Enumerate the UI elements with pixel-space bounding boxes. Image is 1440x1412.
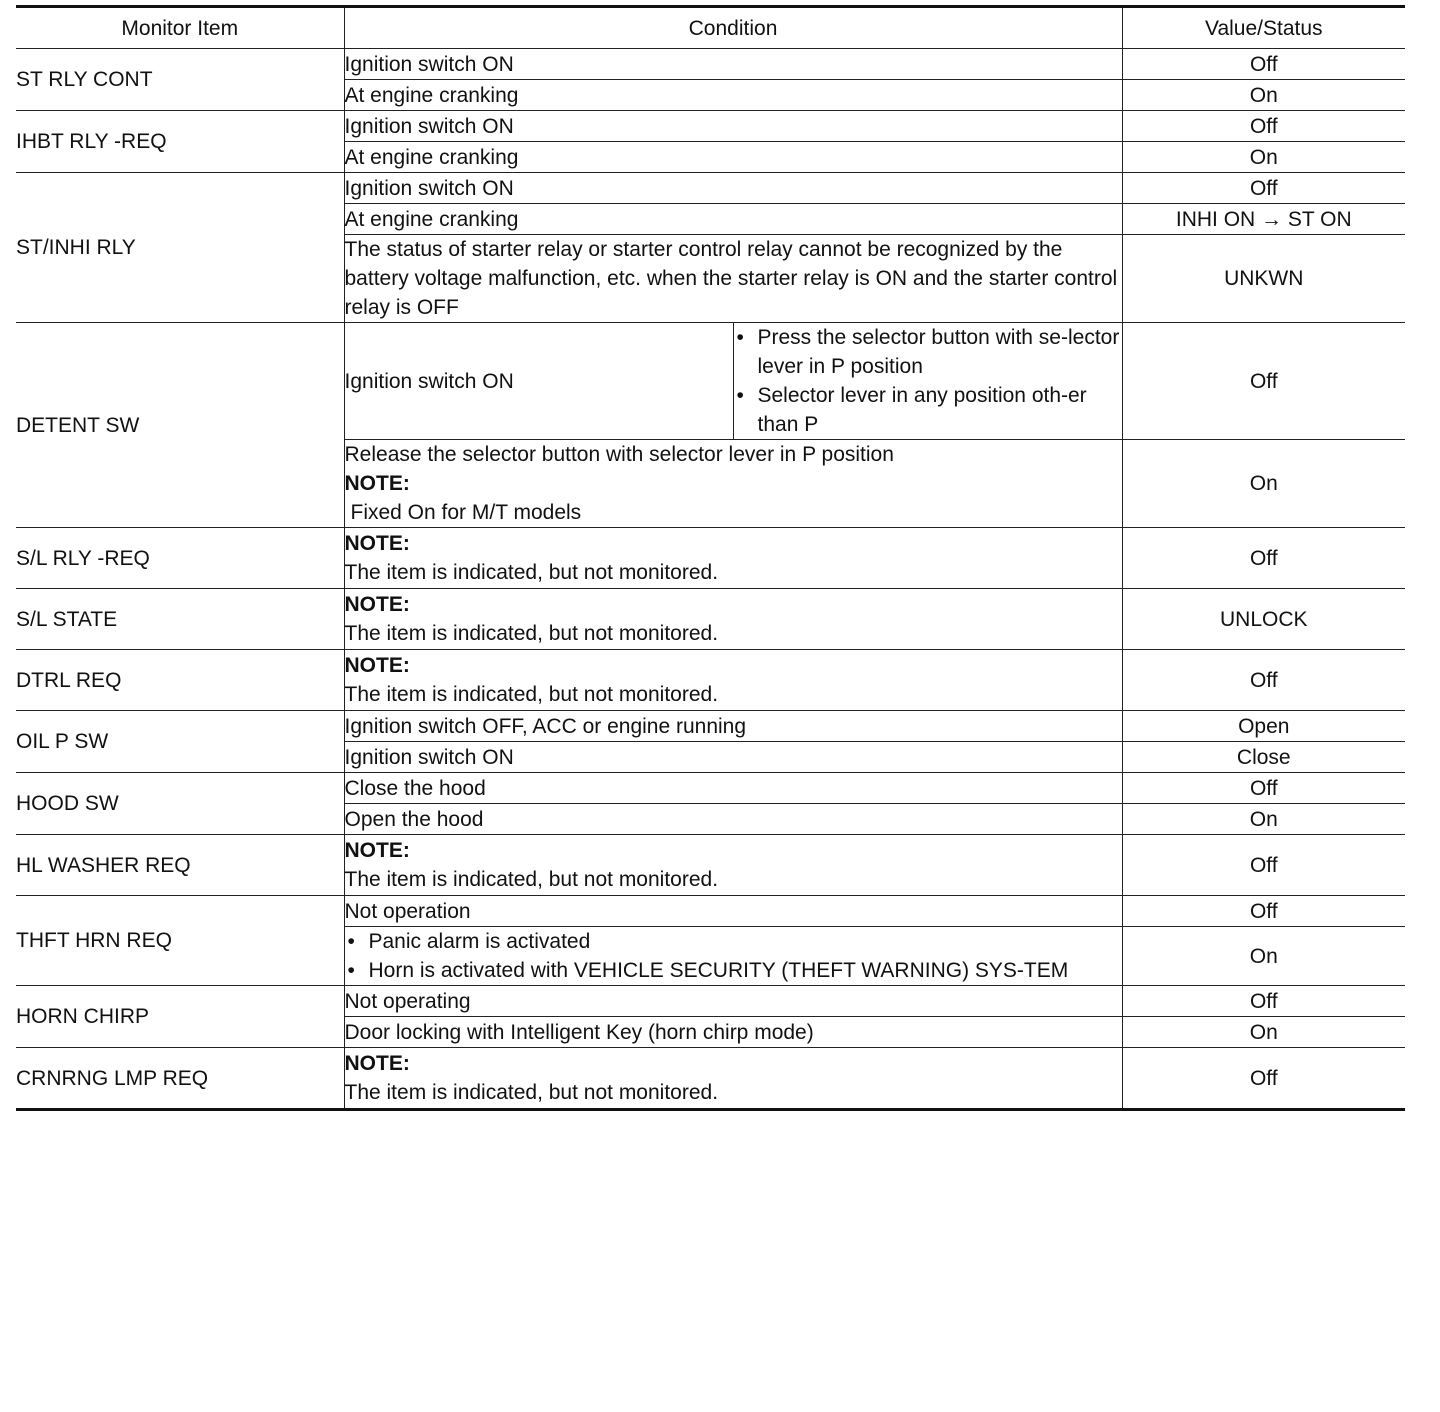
note-label: NOTE: [344,1052,410,1075]
table-row [16,173,1405,204]
monitor-item-crnrng-lmp-req: CRNRNG LMP REQ [16,1048,344,1110]
condition-cell: Door locking with Intelligent Key (horn chirp mode) [344,1017,1122,1048]
condition-cell: At engine cranking [344,80,1122,111]
note-text: The item is indicated, but not monitored. [344,1081,719,1104]
monitor-item-st-inhi-rly: ST/INHI RLY [16,173,344,323]
condition-cell [344,1048,1122,1110]
value-cell: Off [1122,773,1405,804]
condition-cell: Close the hood [344,773,1122,804]
value-cell: On [1122,927,1405,986]
condition-cell: At engine cranking [344,204,1122,235]
note-label: NOTE: [344,472,410,495]
header-monitor-item: Monitor Item [16,7,344,49]
table-row [16,986,1405,1017]
table-row [16,650,1405,711]
monitor-item-detent-sw: DETENT SW [16,323,344,528]
note-label: NOTE: [344,593,410,616]
list-item: • Selector lever in any position oth-er than P [734,381,1122,439]
value-cell: INHI ON → ST ON [1122,204,1405,235]
condition-cell: Ignition switch OFF, ACC or engine running [344,711,1122,742]
list-item: • Panic alarm is activated [345,927,1122,956]
monitor-item-hood-sw: HOOD SW [16,773,344,835]
condition-detail-cell [733,323,1122,440]
condition-cell: Ignition switch ON [344,111,1122,142]
condition-cell: Ignition switch ON [344,323,733,440]
value-cell: Off [1122,650,1405,711]
monitor-item-oil-p-sw: OIL P SW [16,711,344,773]
monitor-item-horn-chirp: HORN CHIRP [16,986,344,1048]
table-row [16,711,1405,742]
monitor-item-thft-hrn-req: THFT HRN REQ [16,896,344,986]
table-row [16,773,1405,804]
note-text: The item is indicated, but not monitored. [344,683,719,706]
value-cell: Off [1122,49,1405,80]
value-cell: Open [1122,711,1405,742]
value-cell: Off [1122,986,1405,1017]
bullet-list [345,927,1122,985]
table-row [16,111,1405,142]
monitor-item-hl-washer-req: HL WASHER REQ [16,835,344,896]
condition-cell [344,589,1122,650]
monitor-item-ihbt-rly-req: IHBT RLY -REQ [16,111,344,173]
value-cell: Off [1122,111,1405,142]
list-item: • Press the selector button with se-lector lever in P position [734,323,1122,381]
list-item: • Horn is activated with VEHICLE SECURITY (THEFT WARNING) SYS-TEM [345,956,1122,985]
note-text: Fixed On for M/T models [350,501,582,524]
table-row [16,49,1405,80]
condition-cell [344,650,1122,711]
monitor-item-dtrl-req: DTRL REQ [16,650,344,711]
condition-cell [344,528,1122,589]
header-value-status: Value/Status [1122,7,1405,49]
value-cell: Off [1122,835,1405,896]
value-cell: On [1122,804,1405,835]
condition-cell: Not operating [344,986,1122,1017]
monitor-item-table [16,5,1405,1111]
value-cell: On [1122,80,1405,111]
value-cell: Off [1122,528,1405,589]
condition-cell: Ignition switch ON [344,49,1122,80]
note-text: The item is indicated, but not monitored. [344,622,719,645]
monitor-item-sl-state: S/L STATE [16,589,344,650]
condition-cell: Not operation [344,896,1122,927]
table-row [16,589,1405,650]
condition-cell [344,440,1122,528]
value-cell: Off [1122,323,1405,440]
table-row [16,896,1405,927]
condition-cell: At engine cranking [344,142,1122,173]
value-cell: Off [1122,173,1405,204]
value-cell: On [1122,142,1405,173]
table-row [16,835,1405,896]
value-cell: On [1122,440,1405,528]
note-text: The item is indicated, but not monitored. [344,561,719,584]
condition-text: Release the selector button with selector lever in P position [344,443,894,466]
note-text: The item is indicated, but not monitored. [344,868,719,891]
value-cell: Off [1122,896,1405,927]
note-label: NOTE: [344,839,410,862]
table-row [16,1048,1405,1110]
condition-cell: Ignition switch ON [344,742,1122,773]
header-row [16,7,1405,49]
note-label: NOTE: [344,532,410,555]
value-cell: UNLOCK [1122,589,1405,650]
monitor-item-st-rly-cont: ST RLY CONT [16,49,344,111]
value-cell: Off [1122,1048,1405,1110]
condition-cell [344,927,1122,986]
note-label: NOTE: [344,654,410,677]
condition-cell: Open the hood [344,804,1122,835]
bullet-list [734,323,1122,439]
monitor-item-sl-rly-req: S/L RLY -REQ [16,528,344,589]
condition-cell: The status of starter relay or starter control relay cannot be recognized by the battery voltage malfunction, etc. when the starter relay is ON and the starter control relay is OFF [344,235,1122,323]
condition-cell [344,835,1122,896]
value-cell: UNKWN [1122,235,1405,323]
table-row [16,323,1405,440]
value-cell: Close [1122,742,1405,773]
value-cell: On [1122,1017,1405,1048]
header-condition: Condition [344,7,1122,49]
table-row [16,528,1405,589]
condition-cell: Ignition switch ON [344,173,1122,204]
